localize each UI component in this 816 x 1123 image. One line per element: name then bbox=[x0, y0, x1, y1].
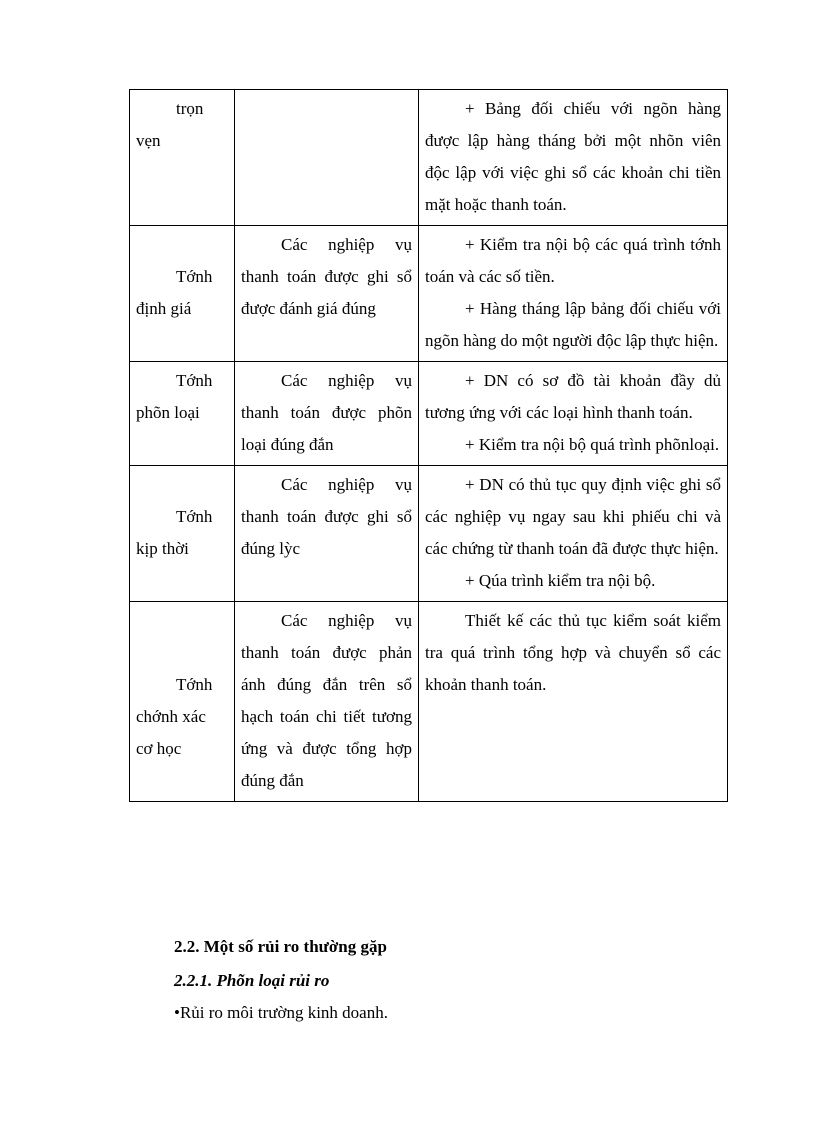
objective-cell bbox=[235, 226, 419, 362]
objective-text: Các nghiệp vụ thanh toán được phõn loại đúng đắn bbox=[241, 371, 412, 454]
table-row bbox=[130, 226, 728, 362]
criterion-line: trọn bbox=[176, 99, 204, 118]
objective-text: Các nghiệp vụ thanh toán được ghi sổ đúng lỳc bbox=[241, 475, 412, 558]
objective-text: Các nghiệp vụ thanh toán được ghi sổ được đánh giá đúng bbox=[241, 235, 412, 318]
procedure-cell bbox=[419, 602, 728, 802]
criterion-cell bbox=[130, 466, 235, 602]
objective-cell bbox=[235, 90, 419, 226]
criterion-line: Tớnh bbox=[176, 267, 213, 286]
criterion-line: chớnh xác bbox=[136, 707, 206, 726]
subsection-heading: 2.2.1. Phõn loại rủi ro bbox=[174, 971, 330, 990]
criterion-line: phõn loại bbox=[136, 403, 200, 422]
procedure-text: + Hàng tháng lập bảng đối chiếu với ngõn hàng do một người độc lập thực hiện. bbox=[425, 299, 721, 350]
procedure-cell bbox=[419, 226, 728, 362]
criterion-cell bbox=[130, 362, 235, 466]
criterion-line: Tớnh bbox=[176, 507, 213, 526]
criterion-line: kịp thời bbox=[136, 539, 189, 558]
procedure-text: + Bảng đối chiếu với ngõn hàng được lập hàng tháng bởi một nhõn viên độc lập với việc ghi sổ các khoản chi tiền mặt hoặc thanh toán. bbox=[425, 99, 721, 214]
procedure-cell bbox=[419, 90, 728, 226]
audit-objectives-table bbox=[129, 89, 728, 802]
procedure-text: + Qúa trình kiểm tra nội bộ. bbox=[465, 571, 656, 590]
bullet-item: •Rủi ro môi trường kinh doanh. bbox=[174, 1003, 388, 1022]
table-row bbox=[130, 90, 728, 226]
procedure-cell bbox=[419, 466, 728, 602]
table-row bbox=[130, 602, 728, 802]
criterion-line: Tớnh bbox=[176, 675, 213, 694]
procedure-text: + DN có sơ đồ tài khoản đầy dủ tương ứng với các loại hình thanh toán. bbox=[425, 371, 721, 422]
table-row bbox=[130, 466, 728, 602]
section-heading: 2.2. Một số rủi ro thường gặp bbox=[174, 937, 387, 956]
objective-cell bbox=[235, 362, 419, 466]
procedure-text: + DN có thủ tục quy định việc ghi sổ các nghiệp vụ ngay sau khi phiếu chi và các chứng từ thanh toán đã được thực hiện. bbox=[425, 475, 721, 558]
procedure-text: Thiết kế các thủ tục kiểm soát kiểm tra quá trình tổng hợp và chuyển sổ các khoản thanh toán. bbox=[425, 611, 721, 694]
criterion-line: vẹn bbox=[136, 131, 161, 150]
criterion-line: cơ học bbox=[136, 739, 182, 758]
objective-cell bbox=[235, 602, 419, 802]
criterion-line: Tớnh bbox=[176, 371, 213, 390]
table-row bbox=[130, 362, 728, 466]
procedure-cell bbox=[419, 362, 728, 466]
procedure-text: + Kiểm tra nội bộ các quá trình tớnh toán và các số tiền. bbox=[425, 235, 721, 286]
criterion-cell bbox=[130, 90, 235, 226]
criterion-line: định giá bbox=[136, 299, 192, 318]
objective-cell bbox=[235, 466, 419, 602]
criterion-cell bbox=[130, 602, 235, 802]
objective-text: Các nghiệp vụ thanh toán được phản ánh đúng đắn trên sổ hạch toán chi tiết tương ứng và được tổng hợp đúng đắn bbox=[241, 611, 412, 790]
criterion-cell bbox=[130, 226, 235, 362]
procedure-text: + Kiểm tra nội bộ quá trình phõnloại. bbox=[465, 435, 720, 454]
